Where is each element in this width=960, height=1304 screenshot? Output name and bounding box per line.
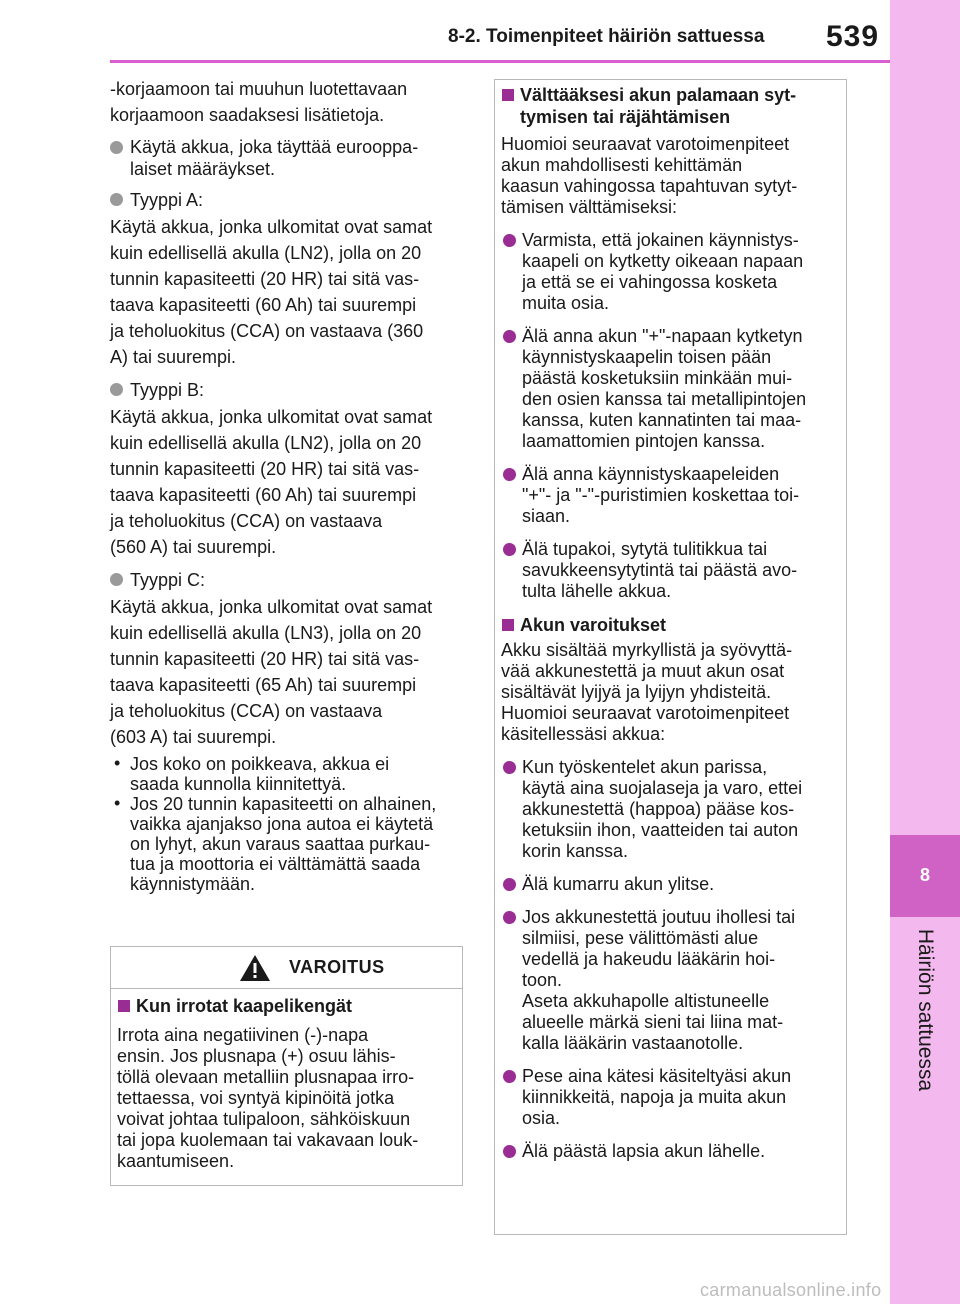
text-line: kuin edellisellä akulla (LN3), jolla on 20	[110, 623, 422, 643]
text-line: siaan.	[522, 506, 571, 526]
notes-list	[110, 754, 466, 894]
text-line: osia.	[522, 1108, 561, 1128]
european-standard-item	[110, 136, 466, 180]
text-line: kuin edellisellä akulla (LN2), jolla on 20	[110, 243, 422, 263]
text-line: voivat johtaa tulipaloon, sähköiskuun	[117, 1109, 411, 1129]
text-line: taava kapasiteetti (60 Ah) tai suurempi	[110, 295, 417, 315]
battery-type-c	[110, 568, 466, 750]
text-line: kalla lääkärin vastaanotolle.	[522, 1033, 744, 1053]
text-line: kiinnikkeitä, napoja ja muita akun	[522, 1087, 787, 1107]
list-item	[501, 230, 840, 314]
text-line: (560 A) tai suurempi.	[110, 537, 277, 557]
square-bullet-icon	[118, 1000, 130, 1012]
fire-explosion-heading	[501, 84, 840, 128]
text-line: käsitellessäsi akkua:	[501, 724, 666, 744]
text-line: päästä kosketuksiin minkään mui-	[522, 368, 793, 388]
page-number: 539	[826, 20, 880, 53]
battery-type-a	[110, 188, 466, 370]
text-line: Pese aina kätesi käsiteltyäsi akun	[522, 1066, 792, 1086]
header-rule	[110, 60, 890, 63]
text-line: tämisen välttämiseksi:	[501, 197, 678, 217]
list-item	[110, 794, 466, 894]
list-item	[501, 1066, 840, 1129]
text-line: tai jopa kuolemaan tai vakavaan louk-	[117, 1130, 419, 1150]
type-label: Tyyppi A:	[130, 190, 204, 210]
text-line: taava kapasiteetti (60 Ah) tai suurempi	[110, 485, 417, 505]
text-line: Aseta akkuhapolle altistuneelle	[522, 991, 770, 1011]
list-item	[501, 1141, 840, 1162]
battery-type-b	[110, 378, 466, 560]
text-line: Käytä akkua, jonka ulkomitat ovat samat	[110, 597, 433, 617]
text-line: ja teholuokitus (CCA) on vastaava (360	[110, 321, 424, 341]
list-item	[501, 907, 840, 1054]
text-line: ja teholuokitus (CCA) on vastaava	[110, 511, 383, 531]
bullet-icon	[503, 234, 516, 247]
text-line: ketuksiin ihon, vaatteiden tai auton	[522, 820, 799, 840]
bullet-icon	[503, 878, 516, 891]
text-line: kaapeli on kytketty oikeaan napaan	[522, 251, 804, 271]
text-line: Käytä akkua, joka täyttää eurooppa-	[130, 137, 419, 157]
text-line: muita osia.	[522, 293, 610, 313]
text-line: kanssa, kuten kannatinten tai maa-	[522, 410, 802, 430]
chapter-title: Häiriön sattuessa	[914, 928, 937, 1092]
bullet-icon	[110, 141, 123, 154]
text-line: silmiisi, pese välittömästi alue	[522, 928, 759, 948]
text-line: Varmista, että jokainen käynnistys-	[522, 230, 799, 250]
text-line: Älä kumarru akun ylitse.	[522, 874, 715, 894]
text-line: korjaamoon saadaksesi lisätietoja.	[110, 105, 385, 125]
text-line: vedellä ja hakeudu lääkärin hoi-	[522, 949, 776, 969]
type-label-row	[110, 188, 466, 212]
type-description	[110, 594, 466, 750]
battery-intro	[501, 640, 840, 745]
text-line: Akku sisältää myrkyllistä ja syövyttä-	[501, 640, 793, 660]
bullet-icon	[503, 911, 516, 924]
text-line: saada kunnolla kiinnitettyä.	[130, 774, 347, 794]
text-line: tunnin kapasiteetti (20 HR) tai sitä vas-	[110, 459, 420, 479]
text-line: tunnin kapasiteetti (20 HR) tai sitä vas-	[110, 649, 420, 669]
text-line: Jos akkunestettä joutuu ihollesi tai	[522, 907, 796, 927]
text-line: -korjaamoon tai muuhun luotettavaan	[110, 79, 408, 99]
text-line: toon.	[522, 970, 563, 990]
text-line: tulta lähelle akkua.	[522, 581, 672, 601]
text-line: on lyhyt, akun varaus saattaa purkau-	[130, 834, 431, 854]
text-line: Älä anna akun "+"-napaan kytketyn	[522, 326, 803, 346]
text-line: käynnistyskaapelin toisen pään	[522, 347, 772, 367]
list-item	[501, 874, 840, 895]
chapter-tab	[890, 835, 960, 917]
intro-text	[110, 76, 466, 128]
warning-continuation-box	[494, 79, 847, 1235]
side-tab	[890, 0, 960, 1304]
text-line: Huomioi seuraavat varotoimenpiteet	[501, 703, 790, 723]
text-line: laamattomien pintojen kanssa.	[522, 431, 766, 451]
text-line: ensin. Jos plusnapa (+) osuu lähis-	[117, 1046, 396, 1066]
text-line: akun mahdollisesti kehittämän	[501, 155, 743, 175]
type-description	[110, 214, 466, 370]
bullet-icon	[503, 468, 516, 481]
text-line: töllä olevaan metalliin plusnapaa irro-	[117, 1067, 415, 1087]
bullet-icon: •	[114, 753, 121, 773]
text-line: käytä aina suojalaseja ja varo, ettei	[522, 778, 803, 798]
warning-title: VAROITUS	[289, 957, 385, 977]
warning-header	[111, 947, 462, 989]
fire-intro	[501, 134, 840, 218]
type-description	[110, 404, 466, 560]
square-bullet-icon	[502, 89, 514, 101]
text-line: savukkeensytytintä tai päästä avo-	[522, 560, 798, 580]
text-line: vaikka ajanjakso jona autoa ei käytetä	[130, 814, 434, 834]
bullet-icon: •	[114, 793, 121, 813]
heading-text: Akun varoitukset	[520, 615, 667, 635]
left-column	[110, 76, 466, 894]
bullet-icon	[503, 543, 516, 556]
text-line: Huomioi seuraavat varotoimenpiteet	[501, 134, 790, 154]
warning-box	[110, 946, 463, 1186]
text-line: akkunestettä (happoa) pääse kos-	[522, 799, 795, 819]
list-item	[501, 464, 840, 527]
type-label-row	[110, 378, 466, 402]
list-item	[501, 757, 840, 862]
list-item	[501, 326, 840, 452]
square-bullet-icon	[502, 619, 514, 631]
text-line: Käytä akkua, jonka ulkomitat ovat samat	[110, 217, 433, 237]
text-line: käynnistymään.	[130, 874, 256, 894]
text-line: Älä anna käynnistyskaapeleiden	[522, 464, 780, 484]
text-line: korin kanssa.	[522, 841, 629, 861]
text-line: alueelle märkä sieni tai liina mat-	[522, 1012, 784, 1032]
text-line: Älä päästä lapsia akun lähelle.	[522, 1141, 766, 1161]
warning-triangle-icon	[239, 954, 271, 982]
text-line: A) tai suurempi.	[110, 347, 237, 367]
text-line: Irrota aina negatiivinen (-)-napa	[117, 1025, 369, 1045]
heading-text: Kun irrotat kaapelikengät	[136, 996, 353, 1016]
text-line: tua ja moottoria ei välttämättä saada	[130, 854, 421, 874]
list-item	[110, 754, 466, 794]
text-line: Jos koko on poikkeava, akkua ei	[130, 754, 390, 774]
heading-line: tymisen tai räjähtämisen	[520, 107, 731, 127]
warning-body	[111, 989, 462, 1172]
bullet-icon	[503, 1145, 516, 1158]
text-line: Älä tupakoi, sytytä tulitikkua tai	[522, 539, 768, 559]
type-label: Tyyppi B:	[130, 380, 205, 400]
type-label: Tyyppi C:	[130, 570, 206, 590]
section-title: 8-2. Toimenpiteet häiriön sattuessa	[448, 26, 765, 47]
type-label-row	[110, 568, 466, 592]
heading-line: Välttääksesi akun palamaan syt-	[520, 85, 797, 105]
text-line: Käytä akkua, jonka ulkomitat ovat samat	[110, 407, 433, 427]
text-line: ja teholuokitus (CCA) on vastaava	[110, 701, 383, 721]
bullet-icon	[503, 1070, 516, 1083]
text-line: ja että se ei vahingossa kosketa	[522, 272, 778, 292]
text-line: taava kapasiteetti (65 Ah) tai suurempi	[110, 675, 417, 695]
bullet-icon	[503, 761, 516, 774]
text-line: tettaessa, voi syntyä kipinöitä jotka	[117, 1088, 395, 1108]
text-line: sisältävät lyijyä ja lyijyn yhdisteitä.	[501, 682, 772, 702]
bullet-icon	[110, 193, 123, 206]
text-line: "+"- ja "-"-puristimien koskettaa toi-	[522, 485, 800, 505]
text-line: Kun työskentelet akun parissa,	[522, 757, 768, 777]
list-item	[501, 539, 840, 602]
battery-warnings-heading	[501, 614, 840, 636]
text-line: tunnin kapasiteetti (20 HR) tai sitä vas-	[110, 269, 420, 289]
text-line: kaasun vahingossa tapahtuvan sytyt-	[501, 176, 798, 196]
text-line: kuin edellisellä akulla (LN2), jolla on 20	[110, 433, 422, 453]
text-line: Jos 20 tunnin kapasiteetti on alhainen,	[130, 794, 437, 814]
bullet-icon	[110, 573, 123, 586]
text-line: kaantumiseen.	[117, 1151, 235, 1171]
bullet-icon	[110, 383, 123, 396]
watermark: carmanualsonline.info	[700, 1280, 882, 1300]
text-line: (603 A) tai suurempi.	[110, 727, 277, 747]
chapter-number: 8	[919, 865, 930, 885]
text-line: vää akkunestettä ja muut akun osat	[501, 661, 785, 681]
bullet-icon	[503, 330, 516, 343]
text-line: den osien kanssa tai metallipintojen	[522, 389, 807, 409]
text-line: laiset määräykset.	[130, 159, 276, 179]
warning-heading	[117, 995, 456, 1017]
